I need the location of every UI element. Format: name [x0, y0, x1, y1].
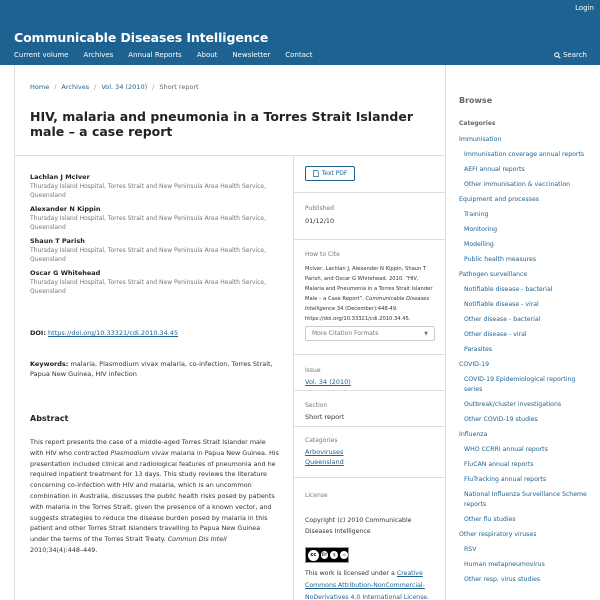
- author-affiliation: Thursday Island Hospital, Torres Strait and New Peninsula Area Health Service, Queensland: [30, 247, 266, 263]
- breadcrumb: [30, 83, 199, 91]
- abstract-text: This report presents the case of a middle-aged Torres Strait Islander male with HIV who contracted Plasmodium vivax malaria in Papua New Guinea. His presentation included clinical and radiological features of pneumonia and he required inpatient treatment for 13 days. This study reviews the literature concerning co-infection with HIV and malaria, which is an uncommon combination in Australia, discusses the public health risks posed by patients with malaria in the Torres Strait, given the presence of a known vector, and suggests strategies to reduce the disease burden posed by malaria in this patient and other Torres Strait Islanders travelling to Papua New Guinea under the terms of the Torres Strait Treaty. Commun Dis Intell 2010;34(4):448–449.: [30, 438, 279, 554]
- section-label: Section: [305, 402, 328, 409]
- keywords-label: Keywords:: [30, 360, 69, 368]
- divider: [15, 155, 445, 156]
- issue-label: Issue: [305, 367, 321, 374]
- sidebar-category-item[interactable]: COVID-19 Epidemiological reporting series: [464, 376, 576, 393]
- sidebar: [459, 65, 600, 600]
- sidebar-category-item[interactable]: COVID-19: [459, 361, 490, 368]
- site-header: [0, 0, 600, 65]
- nav-current-volume[interactable]: Current volume: [14, 51, 69, 59]
- author-name: Shaun T Parish: [30, 237, 85, 245]
- sidebar-category-item[interactable]: WHO CCRRI annual reports: [464, 446, 548, 453]
- abstract-heading: Abstract: [30, 414, 69, 423]
- chevron-down-icon: ▼: [424, 331, 428, 337]
- divider: [294, 192, 446, 193]
- cc-license-badge[interactable]: [305, 547, 349, 563]
- author-affiliation: Thursday Island Hospital, Torres Strait and New Peninsula Area Health Service, Queensland: [30, 183, 266, 199]
- divider: [294, 390, 446, 391]
- sidebar-category-item[interactable]: Modelling: [464, 241, 494, 248]
- divider: [294, 239, 446, 240]
- search-icon: [554, 52, 561, 59]
- breadcrumb-issue[interactable]: Vol. 34 (2010): [101, 83, 148, 91]
- citation-text: McIver, Lachlan J, Alexander N Kippin, Shaun T Parish, and Oscar G Whitehead. 2010. “HIV, Malaria and Pneumonia in a Torres Strait Islander Male – a Case Report”. Communicable Diseases Intelligence 34 (December):448-49. https://doi.org/10.33321/cdi.2010.34.45.: [305, 266, 433, 322]
- creative-commons-icon: cc: [308, 550, 319, 561]
- main-nav: [14, 51, 313, 59]
- author-name: Alexander N Kippin: [30, 205, 101, 213]
- divider: [294, 477, 446, 478]
- published-label: Published: [305, 205, 334, 212]
- site-title[interactable]: Communicable Diseases Intelligence: [14, 30, 269, 45]
- sidebar-category-item[interactable]: Public health measures: [464, 256, 537, 263]
- how-to-cite-label: How to Cite: [305, 251, 340, 258]
- sidebar-category-item[interactable]: Monitoring: [464, 226, 498, 233]
- author-entry: [30, 269, 280, 296]
- sidebar-category-item[interactable]: Outbreak/cluster investigations: [464, 401, 562, 408]
- sidebar-category-item[interactable]: Notifiable disease - viral: [464, 301, 539, 308]
- copyright-text: Copyright (c) 2010 Communicable Diseases Intelligence: [305, 517, 412, 535]
- sidebar-category-item[interactable]: Equipment and processes: [459, 196, 539, 203]
- author-entry: [30, 237, 280, 264]
- search-label: Search: [562, 51, 587, 59]
- sidebar-category-item[interactable]: Human metapneumovirus: [464, 561, 545, 568]
- doi-label: DOI:: [30, 329, 46, 337]
- keywords-value: malaria, Plasmodium vivax malaria, co-infection, Torres Strait, Papua New Guinea, HIV infection: [30, 360, 273, 378]
- login-link[interactable]: Login: [575, 4, 594, 12]
- article-title: HIV, malaria and pneumonia in a Torres Strait Islander male – a case report: [30, 109, 413, 139]
- file-icon: [313, 170, 319, 177]
- authors-list: [30, 173, 280, 301]
- breadcrumb-archives[interactable]: Archives: [61, 83, 90, 91]
- noderivatives-icon: =: [342, 552, 346, 558]
- sidebar-category-item[interactable]: RSV: [464, 546, 477, 553]
- sidebar-category-item[interactable]: Other disease - bacterial: [464, 316, 541, 323]
- section-value: Short report: [305, 413, 345, 421]
- attribution-icon: BY: [321, 552, 328, 558]
- author-name: Oscar G Whitehead: [30, 269, 101, 277]
- main-content: [14, 65, 446, 600]
- breadcrumb-current: Short report: [159, 83, 199, 91]
- pdf-label: Text PDF: [321, 170, 348, 177]
- author-affiliation: Thursday Island Hospital, Torres Strait and New Peninsula Area Health Service, Queensland: [30, 215, 266, 231]
- license-text: This work is licensed under a Creative Commons Attribution-NonCommercial-NoDerivatives 4.0 International License.: [305, 570, 430, 600]
- divider: [294, 354, 446, 355]
- nav-about[interactable]: About: [196, 51, 218, 59]
- categories-label: Categories: [305, 437, 338, 444]
- sidebar-category-item[interactable]: AEFI annual reports: [464, 166, 525, 173]
- sidebar-category-item[interactable]: Other COVID-19 studies: [464, 416, 538, 423]
- category-arboviruses[interactable]: Arboviruses: [305, 448, 344, 456]
- nav-newsletter[interactable]: Newsletter: [232, 51, 271, 59]
- breadcrumb-home[interactable]: Home: [30, 83, 50, 91]
- license-link[interactable]: Creative Commons Attribution-NonCommercial-NoDerivatives 4.0 International License.: [305, 570, 430, 600]
- doi-link[interactable]: https://doi.org/10.33321/cdi.2010.34.45: [48, 329, 179, 337]
- sidebar-category-item[interactable]: Other flu studies: [464, 516, 516, 523]
- nav-contact[interactable]: Contact: [285, 51, 313, 59]
- citation-format-dropdown[interactable]: [305, 326, 435, 341]
- breadcrumb-separator: /: [94, 83, 97, 91]
- doi-row: [30, 329, 178, 337]
- sidebar-category-item[interactable]: Notifiable disease - bacterial: [464, 286, 553, 293]
- sidebar-category-item[interactable]: Other disease - viral: [464, 331, 527, 338]
- breadcrumb-separator: /: [54, 83, 57, 91]
- sidebar-category-item[interactable]: Other immunisation & vaccination: [464, 181, 571, 188]
- sidebar-category-item[interactable]: Other respiratory viruses: [459, 531, 537, 538]
- sidebar-category-item[interactable]: FluCAN annual reports: [464, 461, 534, 468]
- published-date: 01/12/10: [305, 217, 335, 225]
- category-queensland[interactable]: Queensland: [305, 458, 344, 466]
- author-affiliation: Thursday Island Hospital, Torres Strait and New Peninsula Area Health Service, Queensland: [30, 279, 266, 295]
- issue-link[interactable]: Vol. 34 (2010): [305, 378, 351, 386]
- sidebar-category-item[interactable]: Other resp. virus studies: [464, 576, 541, 583]
- sidebar-category-item[interactable]: Pathogen surveillance: [459, 271, 528, 278]
- noncommercial-icon: $: [330, 551, 338, 559]
- breadcrumb-separator: /: [152, 83, 155, 91]
- sidebar-category-item[interactable]: FluTracking annual reports: [464, 476, 547, 483]
- categories-heading: Categories: [459, 120, 496, 127]
- author-name: Lachlan J McIver: [30, 173, 90, 181]
- license-label: License: [305, 492, 328, 499]
- search-link[interactable]: [554, 51, 587, 59]
- nav-archives[interactable]: Archives: [83, 51, 114, 59]
- browse-heading: Browse: [459, 96, 493, 105]
- column-divider: [293, 156, 294, 600]
- sidebar-category-item[interactable]: Training: [464, 211, 489, 218]
- author-entry: [30, 173, 280, 200]
- sidebar-category-item[interactable]: Parasites: [464, 346, 492, 353]
- author-entry: [30, 205, 280, 232]
- keywords: [30, 359, 280, 379]
- sidebar-category-item[interactable]: Immunisation: [459, 136, 502, 143]
- pdf-button[interactable]: [305, 166, 355, 181]
- citation-format-value: More Citation Formats: [312, 330, 379, 337]
- sidebar-category-item[interactable]: Immunisation coverage annual reports: [464, 151, 585, 158]
- category-list: [459, 135, 589, 590]
- sidebar-category-item[interactable]: National Influenza Surveillance Scheme reports: [464, 491, 587, 508]
- divider: [294, 426, 446, 427]
- nav-annual-reports[interactable]: Annual Reports: [128, 51, 182, 59]
- sidebar-category-item[interactable]: Influenza: [459, 431, 488, 438]
